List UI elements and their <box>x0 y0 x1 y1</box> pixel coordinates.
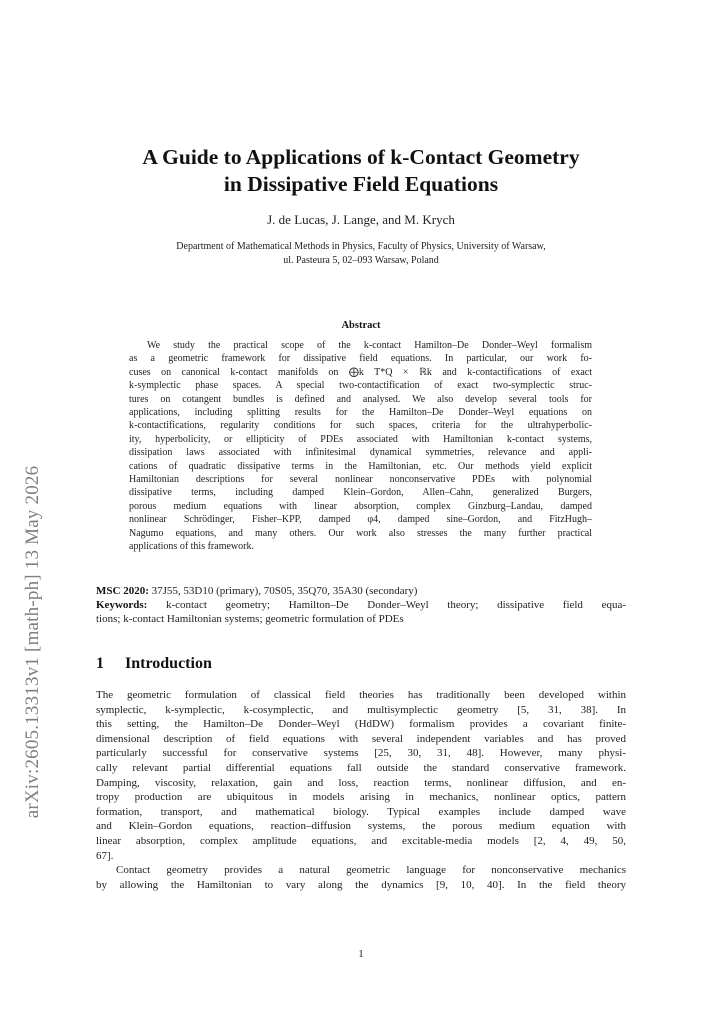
abstract-line: dissipative terms, including damped Klein–Gordon, Allen–Cahn, generalized Burgers, <box>129 487 592 499</box>
classification-block <box>96 584 626 626</box>
msc-codes: 37J55, 53D10 (primary), 70S05, 35Q70, 35A30 (secondary) <box>148 585 418 597</box>
keywords-text-1: k-contact geometry; Hamilton–De Donder–Weyl theory; dissipative field equa- <box>147 599 626 611</box>
abstract-line: Nagumo equations, and many others. Our work also stresses the many further practical <box>129 527 592 539</box>
keywords-label: Keywords: <box>96 599 148 611</box>
body-line: cally relevant partial differential equations fall outside the standard conservative framework. <box>96 761 626 774</box>
abstract-line: cations of quadratic dissipative terms in the Hamiltonian, etc. Our methods yield explicit <box>129 460 592 472</box>
abstract-line: cuses on canonical k-contact manifolds on ⨁k T*Q × ℝk and k-contactifications of exact <box>129 366 592 378</box>
title-line-2: in Dissipative Field Equations <box>223 172 499 196</box>
abstract-heading: Abstract <box>341 320 381 331</box>
abstract-line: applications, including splitting results for the Hamilton–De Donder–Weyl equations on <box>129 407 592 419</box>
body-line: tropy production are ubiquitous in models arising in mechanics, nonlinear optics, pattern <box>96 791 626 804</box>
keywords-line-1 <box>96 598 626 612</box>
abstract-line: applications of this framework. <box>129 541 254 553</box>
affiliation-line-1: Department of Mathematical Methods in Physics, Faculty of Physics, University of Warsaw, <box>176 241 546 252</box>
body-line: symplectic, k-symplectic, k-cosymplectic, and multisymplectic geometry [5, 31, 38]. In <box>96 703 626 716</box>
abstract-line: k-symplectic phase spaces. A special two-contactification of exact two-symplectic struc- <box>129 380 592 392</box>
section-title: Introduction <box>125 655 212 672</box>
body-text <box>96 688 626 892</box>
body-line: formation, transport, and mathematical biology. Typical examples include damped wave <box>96 805 626 818</box>
arxiv-identifier: arXiv:2605.13313v1 [math-ph] 13 May 2026 <box>22 465 43 819</box>
body-line: particularly successful for conservative systems [25, 30, 31, 48]. However, many physi- <box>96 747 626 760</box>
body-line: Damping, viscosity, relaxation, gain and loss, reaction terms, nonlinear diffusion, and en- <box>96 776 626 789</box>
msc-label: MSC 2020: <box>96 585 149 597</box>
body-line: and Klein–Gordon equations, reaction–diffusion systems, the porous medium equation with <box>96 820 626 833</box>
abstract-body <box>129 339 592 554</box>
body-line: this setting, the Hamilton–De Donder–Weyl (HdDW) formalism provides a covariant finite- <box>96 718 626 731</box>
affiliation-line-2: ul. Pasteura 5, 02–093 Warsaw, Poland <box>283 255 439 266</box>
abstract-line: porous medium equations with linear absorption, complex Ginzburg–Landau, damped <box>129 500 592 512</box>
keywords-line-2: tions; k-contact Hamiltonian systems; geometric formulation of PDEs <box>96 613 404 625</box>
title-line-1: A Guide to Applications of k-Contact Geometry <box>142 145 580 169</box>
page-number: 1 <box>358 948 364 960</box>
section-heading <box>96 655 212 673</box>
paper-title <box>96 144 626 198</box>
affiliation <box>96 240 626 268</box>
body-line: dimensional description of field equations with several independent variables and has proved <box>96 732 626 745</box>
body-line: The geometric formulation of classical field theories has traditionally been developed within <box>96 689 626 701</box>
abstract-line: Hamiltonian descriptions for several nonlinear nonconservative PDEs with polynomial <box>129 474 592 486</box>
abstract-line: ity, hyperbolicity, or ellipticity of PDEs associated with Hamiltonian k-contact systems, <box>129 433 592 445</box>
abstract-line: tures on cotangent bundles is defined and analysed. We also develop several tools for <box>129 393 592 405</box>
abstract-line: nonlinear Schrödinger, Fisher–KPP, damped φ4, damped sine–Gordon, and FitzHugh– <box>129 514 592 526</box>
body-line: linear absorption, complex amplitude equations, and excitable-media models [2, 4, 49, 50, <box>96 834 626 847</box>
abstract-line: dissipation laws associated with infinitesimal dynamical symmetries, relevance and appli- <box>129 447 592 459</box>
abstract-line: We study the practical scope of the k-contact Hamilton–De Donder–Weyl formalism <box>147 340 592 351</box>
author-list: J. de Lucas, J. Lange, and M. Krych <box>267 212 455 227</box>
body-line: Contact geometry provides a natural geometric language for nonconservative mechanics <box>116 864 626 877</box>
body-line: 67]. <box>96 849 114 862</box>
body-line: by allowing the Hamiltonian to vary along the dynamics [9, 10, 40]. In the field theory <box>96 878 626 891</box>
section-number: 1 <box>96 655 104 672</box>
abstract-line: k-contactifications, regularity conditions for such spaces, criteria for the ultrahyperbolic- <box>129 420 592 432</box>
msc-line <box>96 584 626 598</box>
abstract-line: as a geometric framework for dissipative field equations. In particular, our work fo- <box>129 353 592 365</box>
